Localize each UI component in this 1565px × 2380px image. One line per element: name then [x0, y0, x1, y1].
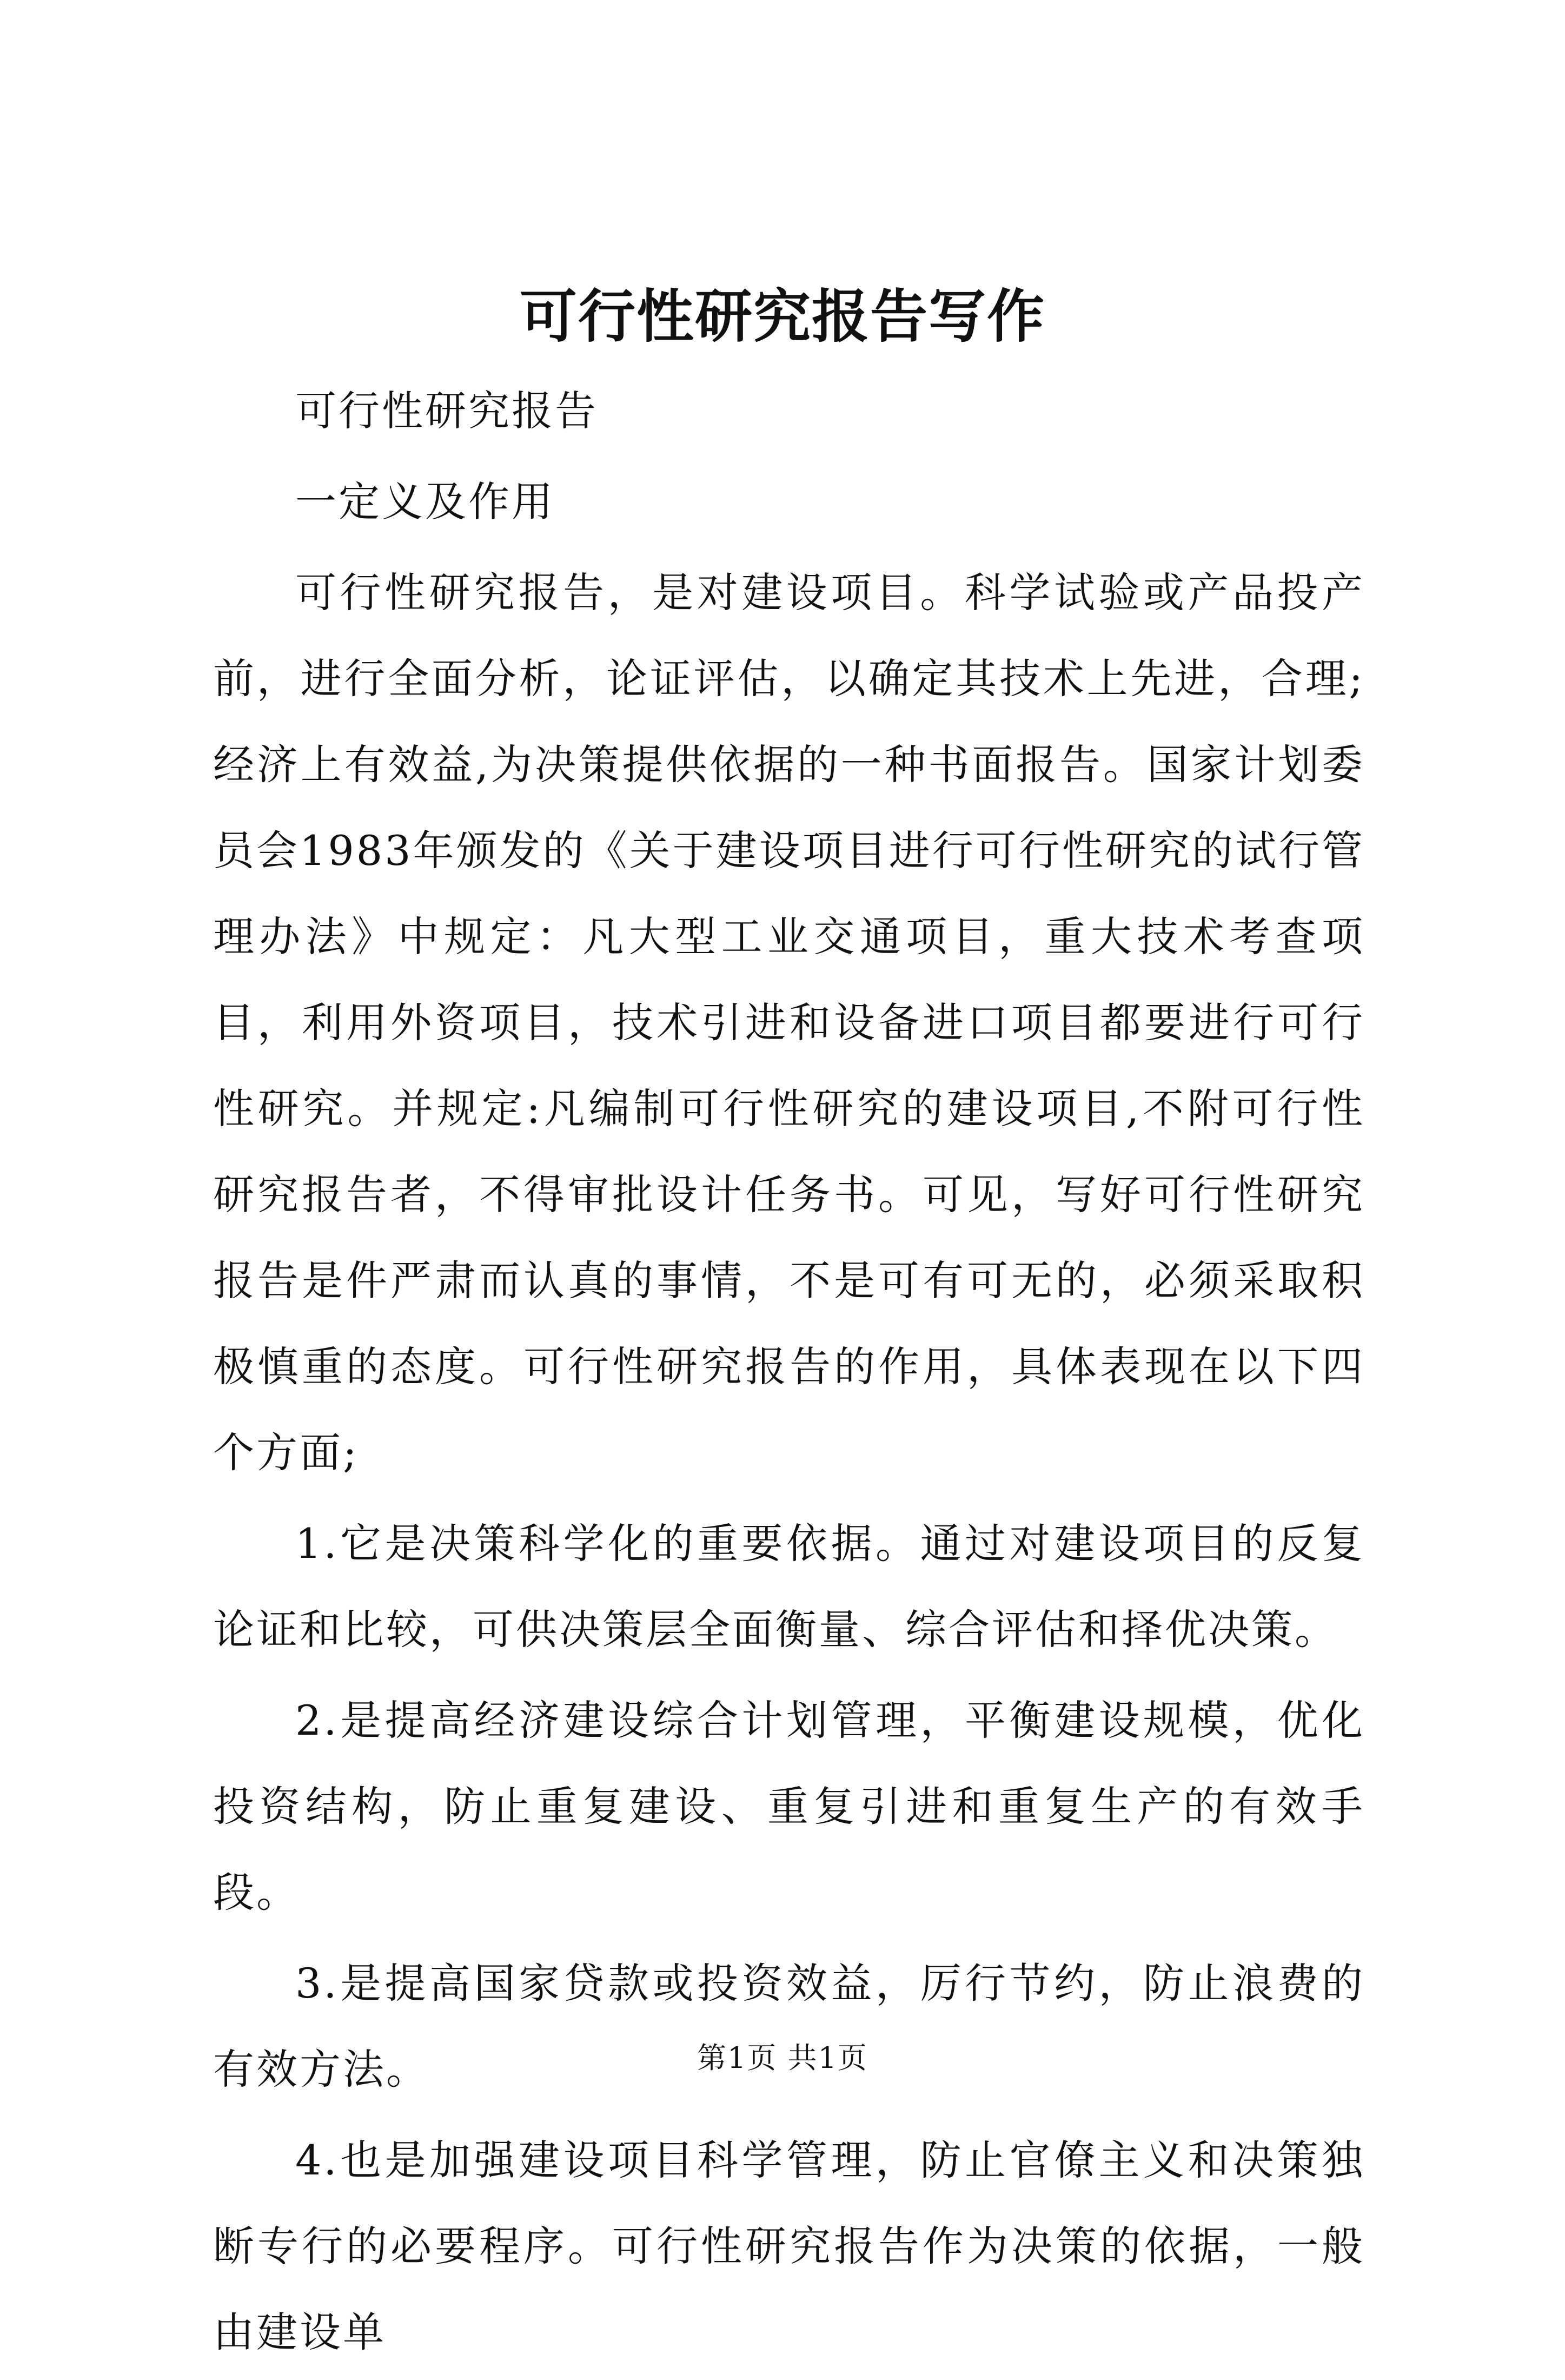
- paragraph-point-3: 3.是提高国家贷款或投资效益，厉行节约，防止浪费的有效方法。: [213, 1959, 1365, 2093]
- paragraph-point-4: 4.也是加强建设项目科学管理，防止官僚主义和决策独断专行的必要程序。可行性研究报告作为决策的依据，一般由建设单: [213, 2136, 1365, 2356]
- page-footer: 第1页 共1页: [697, 2041, 868, 2075]
- paragraph-definition: 可行性研究报告，是对建设项目。科学试验或产品投产前，进行全面分析，论证评估，以确定其技术上先进，合理;经济上有效益,为决策提供依据的一种书面报告。国家计划委员会1983年颁发的《关于建设项目进行可行性研究的试行管理办法》中规定：凡大型工业交通项目，重大技术考查项目，利用外资项目，技术引进和设备进口项目都要进行可行性研究。并规定:凡编制可行性研究的建设项目,不附可行性研究报告者，不得审批设计任务书。可见，写好可行性研究报告是件严肃而认真的事情，不是可有可无的，必须采取积极慎重的态度。可行性研究报告的作用，具体表现在以下四个方面;: [213, 568, 1365, 1477]
- paragraph-section-heading: 一定义及作用: [295, 478, 555, 526]
- paragraph-subtitle: 可行性研究报告: [295, 387, 598, 435]
- paragraph-point-1: 1.它是决策科学化的重要依据。通过对建设项目的反复论证和比较，可供决策层全面衡量、综合评估和择优决策。: [213, 1519, 1365, 1654]
- paragraph-point-2: 2.是提高经济建设综合计划管理，平衡建设规模，优化投资结构，防止重复建设、重复引进和重复生产的有效手段。: [213, 1696, 1365, 1916]
- document-body: [213, 368, 1365, 2380]
- document-title: 可行性研究报告写作: [520, 282, 1045, 350]
